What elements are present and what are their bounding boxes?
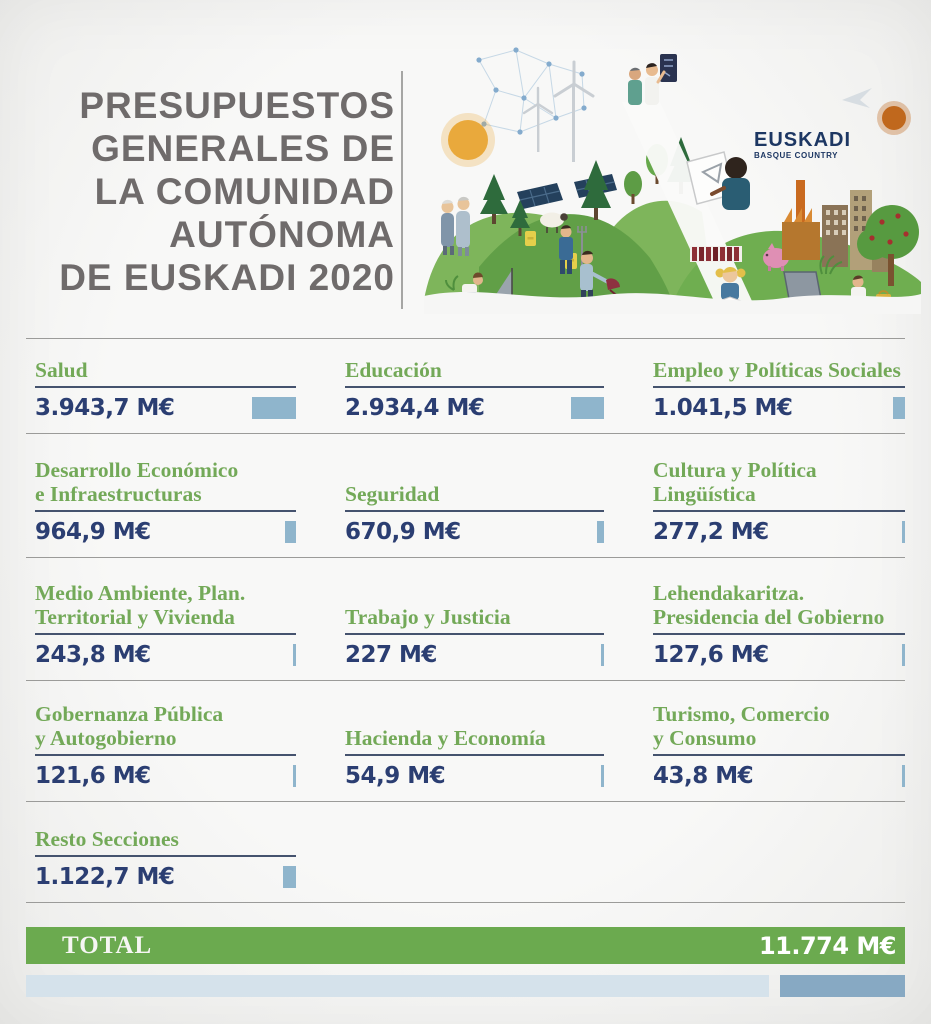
budget-row xyxy=(26,801,905,903)
budget-item-educacion xyxy=(336,339,604,420)
total-bar xyxy=(26,927,905,964)
label-underline xyxy=(345,633,604,635)
label-underline xyxy=(35,754,296,756)
label-underline xyxy=(35,510,296,512)
value-bar xyxy=(601,765,604,787)
label-underline xyxy=(35,855,296,857)
page-title xyxy=(20,84,395,299)
value-bar xyxy=(902,765,905,787)
airplane-icon xyxy=(842,88,872,108)
budget-grid xyxy=(26,338,905,903)
label-underline xyxy=(35,633,296,635)
label-underline xyxy=(35,386,296,388)
budget-item-turismo xyxy=(644,681,905,788)
budget-item-label: Gobernanza Pública y Autogobierno xyxy=(35,702,224,750)
value-bar xyxy=(902,521,905,543)
title-line: LA COMUNIDAD xyxy=(94,171,395,212)
budget-item-hacienda xyxy=(336,681,604,788)
value-bar xyxy=(597,521,604,543)
budget-item-value: 243,8 M€ xyxy=(35,642,151,668)
sun-small-icon xyxy=(877,101,911,135)
budget-item-value: 1.041,5 M€ xyxy=(653,395,793,421)
stacked-bar-dark-segment xyxy=(780,975,905,997)
total-value: 11.774 M€ xyxy=(758,931,896,960)
value-bar xyxy=(571,397,604,419)
budget-item-label: Seguridad xyxy=(345,482,440,506)
budget-item-label: Educación xyxy=(345,358,442,382)
header xyxy=(0,0,931,330)
budget-item-value: 2.934,4 M€ xyxy=(345,395,485,421)
title-line: DE EUSKADI 2020 xyxy=(59,257,395,298)
label-underline xyxy=(653,633,905,635)
svg-text:BASQUE COUNTRY: BASQUE COUNTRY xyxy=(754,151,839,160)
budget-item-label: Lehendakaritza. Presidencia del Gobierno xyxy=(653,581,885,629)
value-bar xyxy=(902,644,905,666)
budget-item-resto-secciones xyxy=(26,802,296,889)
value-bar xyxy=(893,397,905,419)
budget-item-value: 964,9 M€ xyxy=(35,519,151,545)
stacked-bar-light-segment xyxy=(26,975,769,997)
budget-item-label: Empleo y Políticas Sociales xyxy=(653,358,901,382)
budget-item-cultura xyxy=(644,434,905,544)
budget-item-desarrollo xyxy=(26,434,296,544)
budget-row xyxy=(26,433,905,557)
value-bar xyxy=(252,397,296,419)
book-stack-icon xyxy=(690,246,742,262)
budget-item-medio-ambiente xyxy=(26,558,296,667)
budget-item-value: 670,9 M€ xyxy=(345,519,461,545)
value-bar xyxy=(293,765,296,787)
value-bar xyxy=(283,866,296,888)
budget-item-trabajo xyxy=(336,558,604,667)
title-line: GENERALES DE xyxy=(91,128,395,169)
budget-item-value: 277,2 M€ xyxy=(653,519,769,545)
label-underline xyxy=(653,386,905,388)
budget-item-label: Medio Ambiente, Plan. Territorial y Vivienda xyxy=(35,581,246,629)
budget-item-value: 227 M€ xyxy=(345,642,437,668)
network-nodes xyxy=(476,47,586,134)
budget-item-label: Desarrollo Económico e Infraestructuras xyxy=(35,458,239,506)
sun-icon xyxy=(441,113,495,167)
budget-item-empleo xyxy=(644,339,905,420)
total-stacked-bar xyxy=(26,975,905,997)
euskadi-illustration xyxy=(424,42,921,314)
euskadi-logo xyxy=(754,129,851,160)
title-line: PRESUPUESTOS xyxy=(79,85,395,126)
budget-item-value: 1.122,7 M€ xyxy=(35,864,175,890)
label-underline xyxy=(653,754,905,756)
budget-item-label: Resto Secciones xyxy=(35,827,179,851)
label-underline xyxy=(345,386,604,388)
budget-item-label: Hacienda y Economía xyxy=(345,726,546,750)
label-underline xyxy=(345,754,604,756)
budget-item-value: 127,6 M€ xyxy=(653,642,769,668)
budget-item-gobernanza xyxy=(26,681,296,788)
budget-item-lehendakaritza xyxy=(644,558,905,667)
budget-item-value: 121,6 M€ xyxy=(35,763,151,789)
value-bar xyxy=(293,644,296,666)
doctors xyxy=(628,54,677,105)
architect-woman xyxy=(687,152,750,210)
budget-item-label: Cultura y Política Lingüística xyxy=(653,458,817,506)
budget-item-label: Salud xyxy=(35,358,88,382)
budget-item-label: Turismo, Comercio y Consumo xyxy=(653,702,830,750)
budget-item-value: 3.943,7 M€ xyxy=(35,395,175,421)
budget-item-label: Trabajo y Justicia xyxy=(345,605,511,629)
svg-text:EUSKADI: EUSKADI xyxy=(754,129,852,151)
value-bar xyxy=(285,521,296,543)
foreground-wave xyxy=(424,292,921,314)
budget-row xyxy=(26,338,905,433)
label-underline xyxy=(345,510,604,512)
title-line: AUTÓNOMA xyxy=(169,214,395,255)
budget-item-salud xyxy=(26,339,296,420)
label-underline xyxy=(653,510,905,512)
budget-item-seguridad xyxy=(336,434,604,544)
budget-row xyxy=(26,680,905,801)
budget-item-value: 54,9 M€ xyxy=(345,763,446,789)
total-label: TOTAL xyxy=(62,931,153,959)
value-bar xyxy=(601,644,604,666)
vertical-divider xyxy=(401,71,403,309)
budget-row xyxy=(26,557,905,680)
budget-item-value: 43,8 M€ xyxy=(653,763,754,789)
